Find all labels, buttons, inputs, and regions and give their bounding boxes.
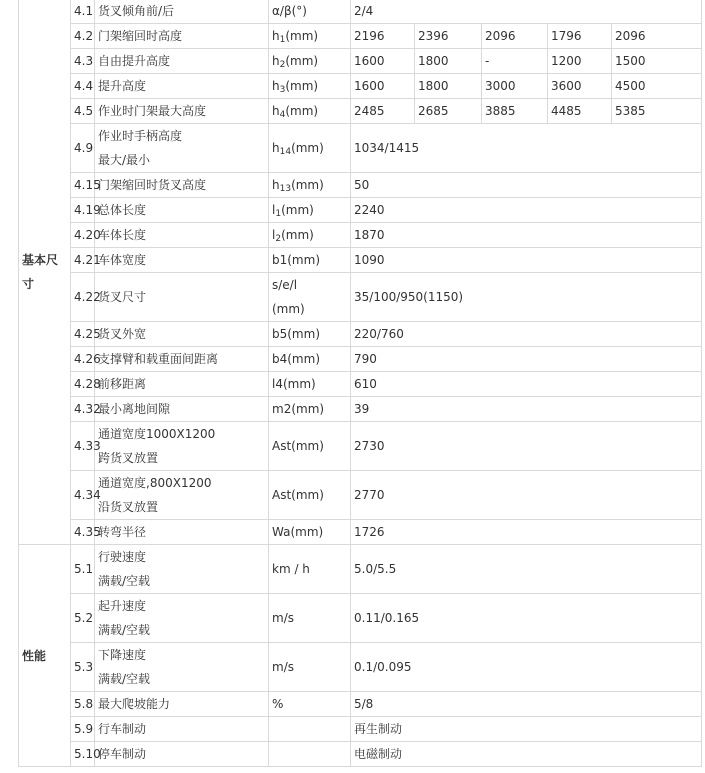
unit-text: m/s <box>272 611 294 625</box>
item-number: 4.25 <box>71 322 95 347</box>
value-cell: 1800 <box>415 49 482 74</box>
item-name <box>95 643 269 692</box>
item-number: 5.8 <box>71 692 95 717</box>
value-cell: 4485 <box>548 99 612 124</box>
table-row <box>19 49 702 74</box>
unit-suffix: (mm) <box>285 104 319 118</box>
unit-line: (mm) <box>272 302 305 316</box>
value-cell: 1090 <box>351 248 702 273</box>
value-cell: 610 <box>351 372 702 397</box>
value-cell: 1796 <box>548 24 612 49</box>
item-name <box>95 0 269 24</box>
item-name-line: 最大/最小 <box>98 153 151 167</box>
item-number: 5.2 <box>71 594 95 643</box>
unit-subscript: 3 <box>279 85 286 95</box>
unit-suffix: (mm) <box>291 141 324 155</box>
item-number: 5.9 <box>71 717 95 742</box>
item-number: 4.22 <box>71 273 95 322</box>
table-row <box>19 198 702 223</box>
unit-text: m2(mm) <box>272 402 325 416</box>
item-name-line: 行车制动 <box>98 722 147 736</box>
unit-cell <box>269 223 351 248</box>
item-name <box>95 372 269 397</box>
unit-cell <box>269 717 351 742</box>
item-name-line: 沿货叉放置 <box>98 500 159 514</box>
unit-cell <box>269 422 351 471</box>
unit-cell <box>269 692 351 717</box>
item-number: 4.26 <box>71 347 95 372</box>
unit-suffix: (mm) <box>291 178 324 192</box>
table-row <box>19 347 702 372</box>
item-name-line: 总体长度 <box>98 203 147 217</box>
item-name <box>95 248 269 273</box>
table-row <box>19 692 702 717</box>
value-cell: 39 <box>351 397 702 422</box>
unit-cell <box>269 49 351 74</box>
table-row <box>19 124 702 173</box>
item-name-line: 满载/空载 <box>98 623 151 637</box>
value-cell: 电磁制动 <box>351 742 702 767</box>
value-cell: 2485 <box>351 99 415 124</box>
item-name-line: 门架缩回时高度 <box>98 29 183 43</box>
unit-cell <box>269 520 351 545</box>
unit-subscript: 13 <box>279 184 292 194</box>
unit-cell <box>269 248 351 273</box>
item-name <box>95 173 269 198</box>
unit-cell <box>269 74 351 99</box>
item-number: 5.3 <box>71 643 95 692</box>
item-name <box>95 594 269 643</box>
table-row <box>19 74 702 99</box>
unit-subscript: 4 <box>279 110 286 120</box>
value-cell: 3000 <box>482 74 548 99</box>
unit-symbol: h <box>272 54 280 68</box>
table-row <box>19 742 702 767</box>
unit-line: s/e/l <box>272 278 298 292</box>
table-row <box>19 545 702 594</box>
value-cell: 1500 <box>612 49 702 74</box>
item-name <box>95 198 269 223</box>
value-cell: 2730 <box>351 422 702 471</box>
item-name-line: 作业时手柄高度 <box>98 129 183 143</box>
value-cell: 0.11/0.165 <box>351 594 702 643</box>
unit-subscript: 1 <box>279 35 286 45</box>
value-cell: 1034/1415 <box>351 124 702 173</box>
unit-symbol: l <box>272 203 276 217</box>
item-number: 4.32 <box>71 397 95 422</box>
unit-symbol: h <box>272 141 280 155</box>
item-number: 4.9 <box>71 124 95 173</box>
table-row <box>19 594 702 643</box>
item-name <box>95 49 269 74</box>
item-name <box>95 545 269 594</box>
item-name-line: 最小离地间隙 <box>98 402 171 416</box>
unit-text: l4(mm) <box>272 377 316 391</box>
unit-subscript: 2 <box>275 234 282 244</box>
category-label: 基本尺寸 <box>22 252 59 291</box>
table-row <box>19 248 702 273</box>
unit-symbol: h <box>272 79 280 93</box>
item-name <box>95 717 269 742</box>
table-row <box>19 322 702 347</box>
item-number: 5.1 <box>71 545 95 594</box>
value-cell: 3600 <box>548 74 612 99</box>
item-name <box>95 742 269 767</box>
table-row <box>19 99 702 124</box>
item-name-line: 通道宽度,800X1200 <box>98 476 212 490</box>
unit-subscript: 1 <box>275 209 282 219</box>
unit-text: km / h <box>272 562 310 576</box>
item-name-line: 货叉倾角前/后 <box>98 4 175 18</box>
unit-cell <box>269 124 351 173</box>
value-cell: 2396 <box>415 24 482 49</box>
item-name <box>95 322 269 347</box>
value-cell: 再生制动 <box>351 717 702 742</box>
item-name-line: 车体长度 <box>98 228 147 242</box>
value-cell: 50 <box>351 173 702 198</box>
table-row <box>19 173 702 198</box>
item-name-line: 自由提升高度 <box>98 54 171 68</box>
unit-suffix: (mm) <box>285 54 319 68</box>
item-name-line: 门架缩回时货叉高度 <box>98 178 207 192</box>
value-cell: 2096 <box>612 24 702 49</box>
item-number: 4.2 <box>71 24 95 49</box>
value-cell: 1870 <box>351 223 702 248</box>
unit-cell <box>269 347 351 372</box>
item-name <box>95 124 269 173</box>
value-cell: 5/8 <box>351 692 702 717</box>
unit-suffix: (mm) <box>281 228 314 242</box>
unit-text: Ast(mm) <box>272 439 324 453</box>
item-name <box>95 223 269 248</box>
unit-suffix: (mm) <box>281 203 314 217</box>
value-cell: 2685 <box>415 99 482 124</box>
item-name-line: 行驶速度 <box>98 550 147 564</box>
unit-symbol: h <box>272 29 280 43</box>
value-cell: 1600 <box>351 49 415 74</box>
item-name-line: 提升高度 <box>98 79 147 93</box>
value-cell: 5.0/5.5 <box>351 545 702 594</box>
item-number: 4.28 <box>71 372 95 397</box>
table-row <box>19 397 702 422</box>
unit-text: Ast(mm) <box>272 488 324 502</box>
item-number: 4.34 <box>71 471 95 520</box>
item-number: 5.10 <box>71 742 95 767</box>
item-number: 4.4 <box>71 74 95 99</box>
unit-symbol: h <box>272 178 280 192</box>
value-cell: 0.1/0.095 <box>351 643 702 692</box>
unit-cell <box>269 24 351 49</box>
unit-cell <box>269 173 351 198</box>
item-name-line: 作业时门架最大高度 <box>98 104 207 118</box>
unit-subscript: 2 <box>279 60 286 70</box>
item-name-line: 货叉尺寸 <box>98 290 147 304</box>
unit-cell <box>269 742 351 767</box>
unit-symbol: l <box>272 228 276 242</box>
item-name <box>95 99 269 124</box>
unit-text: % <box>272 697 284 711</box>
unit-cell <box>269 99 351 124</box>
unit-symbol: h <box>272 104 280 118</box>
value-cell: 790 <box>351 347 702 372</box>
item-name-line: 起升速度 <box>98 599 147 613</box>
category-cell <box>19 545 71 767</box>
item-name-line: 货叉外宽 <box>98 327 147 341</box>
item-number: 4.21 <box>71 248 95 273</box>
unit-suffix: (mm) <box>285 29 319 43</box>
table-row <box>19 520 702 545</box>
item-number: 4.19 <box>71 198 95 223</box>
table-row <box>19 223 702 248</box>
value-cell: 2/4 <box>351 0 702 24</box>
unit-cell <box>269 545 351 594</box>
table-row <box>19 273 702 322</box>
item-name <box>95 273 269 322</box>
value-cell: 35/100/950(1150) <box>351 273 702 322</box>
item-name-line: 支撑臂和载重面间距离 <box>98 352 219 366</box>
item-number: 4.33 <box>71 422 95 471</box>
value-cell: 1200 <box>548 49 612 74</box>
item-name-line: 跨货叉放置 <box>98 451 159 465</box>
unit-cell <box>269 594 351 643</box>
unit-text: b4(mm) <box>272 352 320 366</box>
unit-cell <box>269 0 351 24</box>
value-cell: 3885 <box>482 99 548 124</box>
item-name <box>95 397 269 422</box>
value-cell: 4500 <box>612 74 702 99</box>
unit-text: α/β(°) <box>272 4 307 18</box>
item-name-line: 停车制动 <box>98 747 147 761</box>
table-row <box>19 0 702 24</box>
item-name-line: 满载/空载 <box>98 574 151 588</box>
value-cell: 2096 <box>482 24 548 49</box>
value-cell: 2240 <box>351 198 702 223</box>
table-row <box>19 372 702 397</box>
item-name <box>95 520 269 545</box>
table-row <box>19 643 702 692</box>
unit-text: b5(mm) <box>272 327 320 341</box>
value-cell: 220/760 <box>351 322 702 347</box>
unit-cell <box>269 372 351 397</box>
item-number: 4.5 <box>71 99 95 124</box>
unit-cell <box>269 198 351 223</box>
item-name-line: 车体宽度 <box>98 253 147 267</box>
unit-text: Wa(mm) <box>272 525 324 539</box>
item-number: 4.1 <box>71 0 95 24</box>
unit-suffix: (mm) <box>285 79 319 93</box>
unit-cell <box>269 397 351 422</box>
value-cell: - <box>482 49 548 74</box>
unit-cell <box>269 471 351 520</box>
item-name <box>95 692 269 717</box>
item-number: 4.35 <box>71 520 95 545</box>
value-cell: 1600 <box>351 74 415 99</box>
table-row <box>19 24 702 49</box>
item-name <box>95 422 269 471</box>
value-cell: 1726 <box>351 520 702 545</box>
table-row <box>19 471 702 520</box>
item-number: 4.20 <box>71 223 95 248</box>
unit-text: m/s <box>272 660 294 674</box>
item-name <box>95 74 269 99</box>
unit-cell <box>269 322 351 347</box>
unit-cell <box>269 643 351 692</box>
item-name-line: 前移距离 <box>98 377 147 391</box>
item-name <box>95 471 269 520</box>
item-name <box>95 24 269 49</box>
spec-table-container <box>18 0 701 767</box>
value-cell: 2196 <box>351 24 415 49</box>
item-name <box>95 347 269 372</box>
item-name-line: 下降速度 <box>98 648 147 662</box>
spec-table <box>18 0 702 767</box>
unit-cell <box>269 273 351 322</box>
item-name-line: 转弯半径 <box>98 525 147 539</box>
unit-subscript: 14 <box>279 147 292 157</box>
value-cell: 2770 <box>351 471 702 520</box>
value-cell: 1800 <box>415 74 482 99</box>
item-number: 4.3 <box>71 49 95 74</box>
value-cell: 5385 <box>612 99 702 124</box>
table-row <box>19 422 702 471</box>
item-name-line: 最大爬坡能力 <box>98 697 171 711</box>
item-name-line: 满载/空载 <box>98 672 151 686</box>
table-row <box>19 717 702 742</box>
item-name-line: 通道宽度1000X1200 <box>98 427 216 441</box>
category-label: 性能 <box>22 648 47 663</box>
category-cell <box>19 0 71 545</box>
item-number: 4.15 <box>71 173 95 198</box>
unit-text: b1(mm) <box>272 253 320 267</box>
